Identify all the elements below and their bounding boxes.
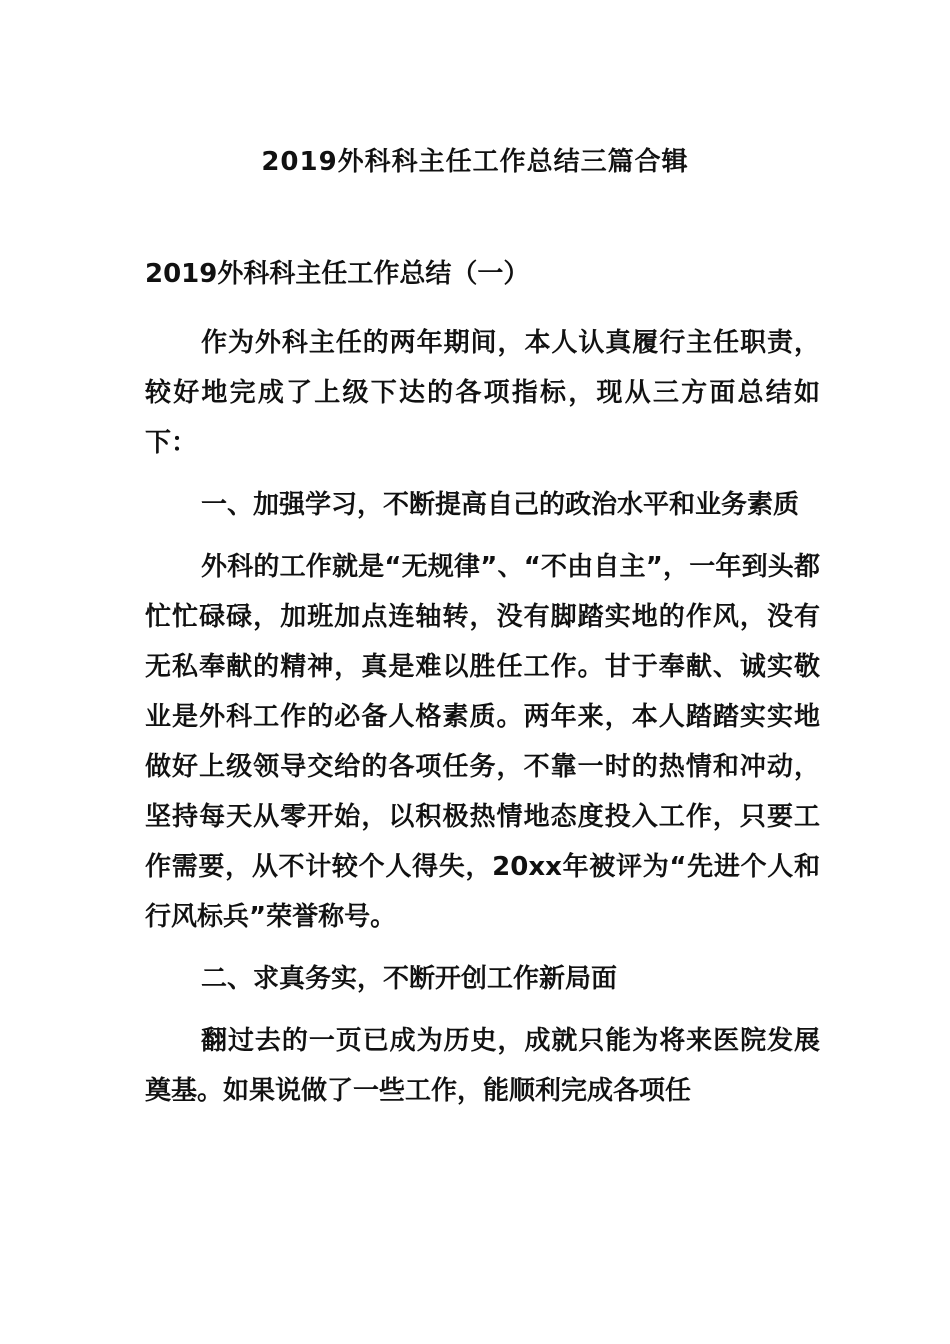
paragraph-surgery-work: 外科的工作就是“无规律”、“不由自主”，一年到头都忙忙碌碌，加班加点连轴转，没有脚踏实地的作风，没有无私奉献的精神，真是难以胜任工作。甘于奉献、诚实敬业是外科工作的必备人格素质。两年来，本人踏踏实实地做好上级领导交给的各项任务，不靠一时的热情和冲动，坚持每天从零开始，以积极热情地态度投入工作，只要工作需要，从不计较个人得失，20xx年被评为“先进个人和行风标兵”荣誉称号。 bbox=[145, 552, 820, 932]
subheading-study: 一、加强学习，不断提高自己的政治水平和业务素质 bbox=[201, 490, 800, 520]
paragraph-history: 翻过去的一页已成为历史，成就只能为将来医院发展奠基。如果说做了一些工作，能顺利完成各项任 bbox=[145, 1026, 820, 1106]
document-title: 2019外科科主任工作总结三篇合辑 bbox=[261, 147, 689, 177]
document-body bbox=[145, 318, 820, 1128]
subheading-pragmatic: 二、求真务实，不断开创工作新局面 bbox=[201, 964, 618, 994]
paragraph-intro: 作为外科主任的两年期间，本人认真履行主任职责，较好地完成了上级下达的各项指标，现从三方面总结如下： bbox=[145, 328, 820, 458]
section-heading: 2019外科科主任工作总结（一） bbox=[145, 259, 530, 289]
